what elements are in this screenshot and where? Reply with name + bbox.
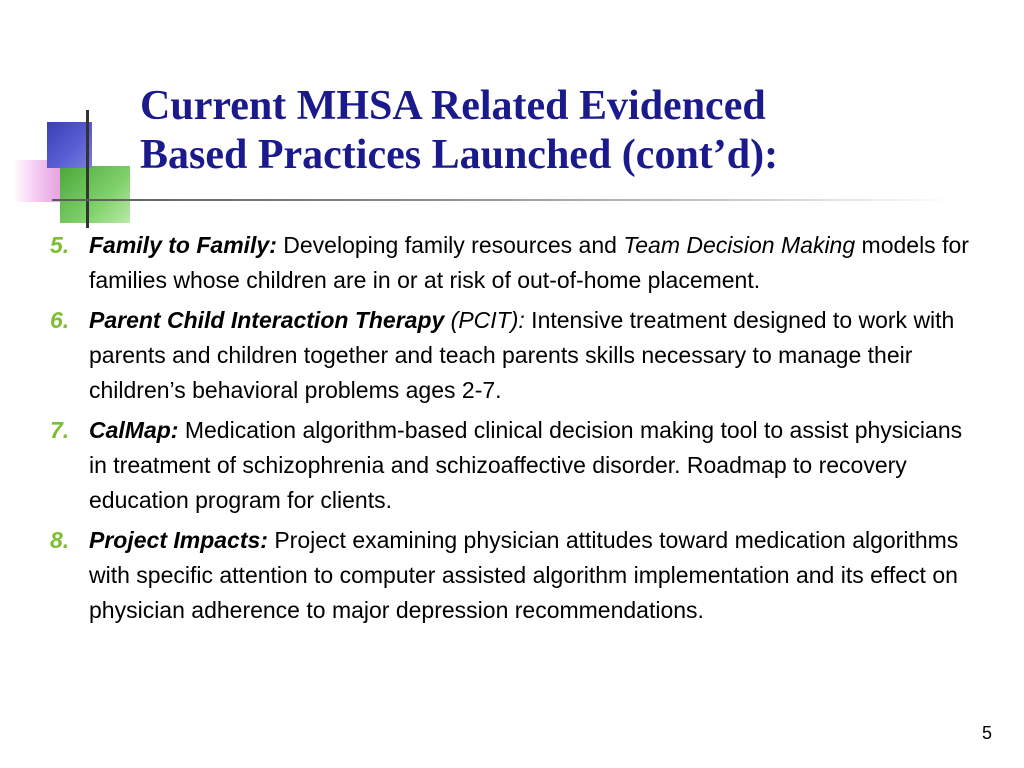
slide-title-line-2: Based Practices Launched (cont’d): [140,132,779,178]
list-item-term: Parent Child Interaction Therapy [89,307,445,333]
list-item-term: Project Impacts: [89,527,268,553]
list-item-number: 8. [50,527,70,553]
list-item-pcit [50,303,970,408]
list-item-term: Family to Family: [89,232,277,258]
list-item-text: Intensive treatment designed to work with parents and children together and teach parents skills necessary to manage their children’s behavioral problems ages 2-7. [89,307,955,403]
list-item-project-impacts [50,523,970,628]
green-square-decoration [60,166,130,223]
list-item-family-to-family [50,228,970,298]
practice-list [50,228,970,633]
list-item-italic-text: (PCIT): [444,307,525,333]
list-item-text: Medication algorithm-based clinical decision making tool to assist physicians in treatment of schizophrenia and schizoaffective disorder. Roadmap to recovery education program for clients. [89,417,963,513]
title-underline-rule [52,199,952,201]
slide-title-line-1: Current MHSA Related Evidenced [140,83,766,129]
list-item-number: 5. [50,232,70,258]
list-item-number: 7. [50,417,70,443]
list-item-italic-text: Team Decision Making [623,232,856,258]
list-item-number: 6. [50,307,70,333]
list-item-calmap [50,413,970,518]
vertical-rule-decoration [86,110,89,228]
list-item-text: Project examining physician attitudes toward medication algorithms with specific attention to computer assisted algorithm implementation and its effect on physician adherence to major depression recommendations. [89,527,959,623]
slide-title [140,82,1000,180]
list-item-text-continued: models for families whose children are in or at risk of out-of-home placement. [89,232,969,293]
list-item-text: Developing family resources and [276,232,624,258]
page-number: 5 [981,723,992,743]
list-item-term: CalMap: [89,417,179,443]
